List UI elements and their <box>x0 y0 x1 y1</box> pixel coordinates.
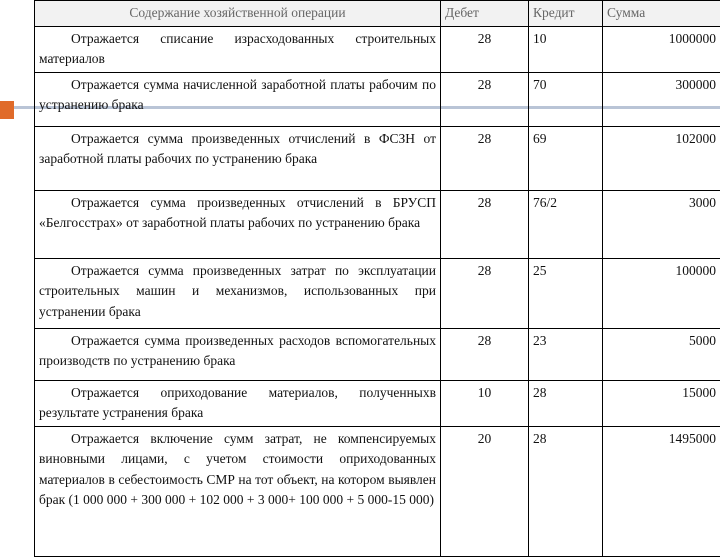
row-description: Отражается сумма произведенных расходов вспомогательных производств по устранению брака <box>35 328 441 380</box>
row-credit: 23 <box>529 328 603 380</box>
row-sum: 1495000 <box>603 426 720 556</box>
table-row <box>35 258 720 328</box>
row-description: Отражается оприходование материалов, полученныхв результате устранения брака <box>35 380 441 426</box>
table-row <box>35 190 720 258</box>
row-description: Отражается сумма начисленной заработной платы рабочим по устранению брака <box>35 72 441 126</box>
row-sum: 5000 <box>603 328 720 380</box>
table-row <box>35 26 720 72</box>
row-sum: 15000 <box>603 380 720 426</box>
row-credit: 25 <box>529 258 603 328</box>
table-row <box>35 380 720 426</box>
row-description: Отражается списание израсходованных строительных материалов <box>35 26 441 72</box>
row-sum: 102000 <box>603 126 720 190</box>
accent-orange-block <box>0 101 14 119</box>
table-row <box>35 426 720 556</box>
table-row <box>35 72 720 126</box>
row-debit: 28 <box>441 72 529 126</box>
table-row <box>35 126 720 190</box>
row-debit: 10 <box>441 380 529 426</box>
row-credit: 69 <box>529 126 603 190</box>
row-description: Отражается сумма произведенных отчислений в ФСЗН от заработной платы рабочих по устранению брака <box>35 126 441 190</box>
row-debit: 20 <box>441 426 529 556</box>
row-debit: 28 <box>441 258 529 328</box>
table-header-row <box>35 1 720 27</box>
header-sum: Сумма <box>603 1 720 27</box>
row-description: Отражается включение сумм затрат, не компенсируемых виновными лицами, с учетом стоимости оприходованных материалов в себестоимость СМР на тот объект, на котором выявлен брак (1 000 000 + 300 000 + 102 000 + 3 000+ 100 000 + 5 000-15 000) <box>35 426 441 556</box>
row-debit: 28 <box>441 190 529 258</box>
row-description: Отражается сумма произведенных отчислений в БРУСП «Белгосстрах» от заработной платы рабочих по устранению брака <box>35 190 441 258</box>
row-debit: 28 <box>441 26 529 72</box>
row-debit: 28 <box>441 126 529 190</box>
row-debit: 28 <box>441 328 529 380</box>
row-credit: 76/2 <box>529 190 603 258</box>
row-credit: 70 <box>529 72 603 126</box>
header-credit: Кредит <box>529 1 603 27</box>
row-description: Отражается сумма произведенных затрат по эксплуатации строительных машин и механизмов, использованных при устранении брака <box>35 258 441 328</box>
row-sum: 3000 <box>603 190 720 258</box>
row-credit: 28 <box>529 426 603 556</box>
row-credit: 28 <box>529 380 603 426</box>
table-row <box>35 328 720 380</box>
header-description: Содержание хозяйственной операции <box>35 1 441 27</box>
row-credit: 10 <box>529 26 603 72</box>
row-sum: 300000 <box>603 72 720 126</box>
row-sum: 100000 <box>603 258 720 328</box>
row-sum: 1000000 <box>603 26 720 72</box>
header-debit: Дебет <box>441 1 529 27</box>
operations-table <box>34 0 720 557</box>
